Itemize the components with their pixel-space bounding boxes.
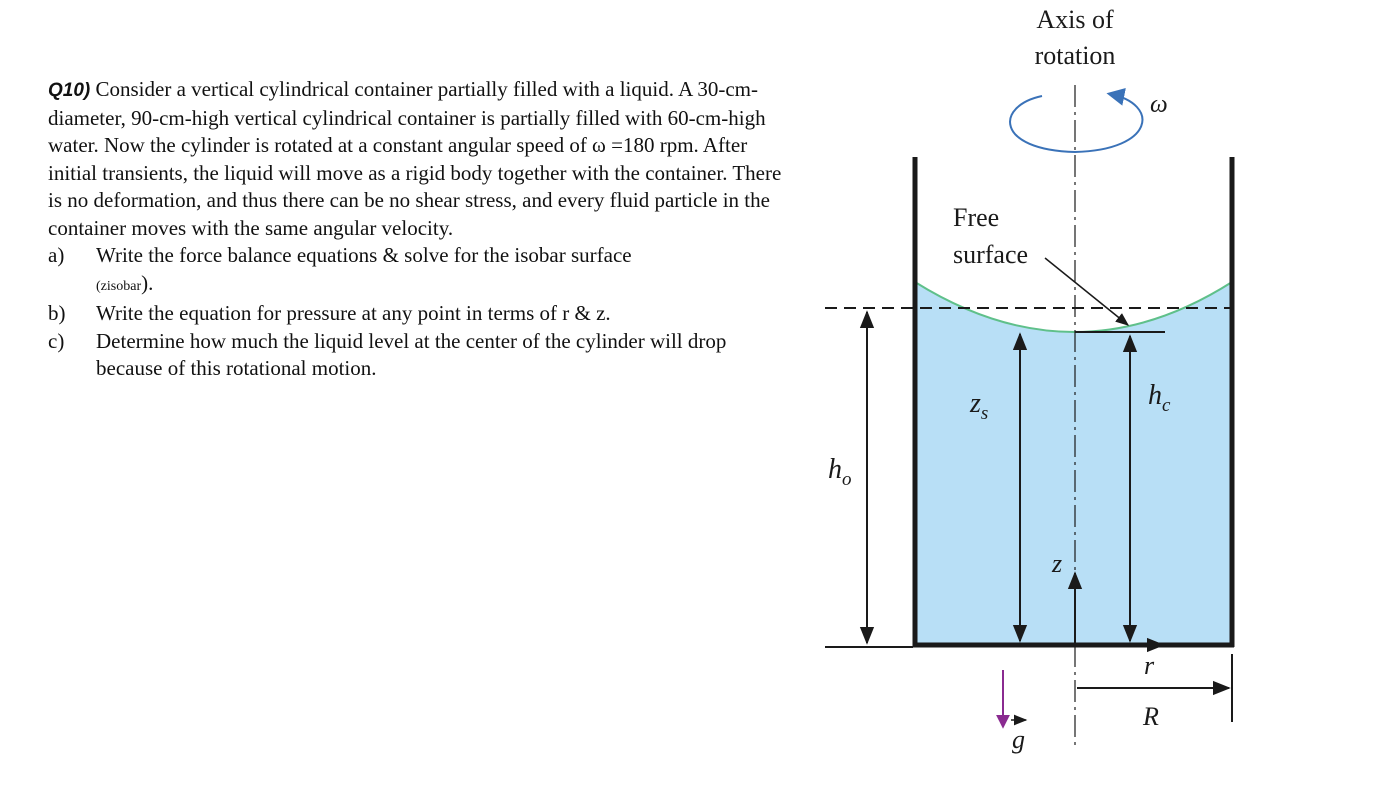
axis-label-line1: Axis of <box>1036 5 1114 34</box>
liquid-region <box>915 282 1232 645</box>
item-marker: a) <box>48 243 65 267</box>
omega-label: ω <box>1150 91 1168 118</box>
hc-label: $h_c$ <box>1148 380 1171 416</box>
r-label: r <box>1144 651 1155 680</box>
item-marker: b) <box>48 301 66 325</box>
item-text: Determine how much the liquid level at the center of the cylinder will drop because of this rotational motion. <box>96 328 727 380</box>
axis-label-line2: rotation <box>1034 41 1116 70</box>
item-sub-text: zisobar <box>100 278 142 294</box>
item-sub-open: ( <box>96 278 101 294</box>
item-sub-close: ). <box>141 270 154 295</box>
item-text: Write the force balance equations & solve for the isobar surface <box>96 243 632 267</box>
g-label: g <box>1012 725 1025 754</box>
rotation-arrow <box>1010 94 1142 152</box>
question-body: Consider a vertical cylindrical container partially filled with a liquid. A 30-cm-diameter, 90-cm-high vertical cylindrical container is partially filled with 60-cm-high water. Now the cylinder is rotated at a constant angular speed of ω =180 rpm. After initial transients, the liquid will move as a rigid body together with the container. There is no deformation, and thus there can be no shear stress, and every fluid particle in the container moves with the same angular velocity. <box>48 77 782 240</box>
R-label: R <box>1143 702 1159 731</box>
ho-label: $h_o$ <box>828 454 852 490</box>
zs-label: $z_s$ <box>970 388 989 424</box>
free-surface-leader <box>1045 258 1128 325</box>
question-label: Q10) <box>48 80 91 101</box>
item-marker: c) <box>48 328 65 353</box>
free-surface-label-line2: surface <box>953 240 1029 269</box>
z-label: z <box>1052 549 1063 578</box>
free-surface-label-line1: Free <box>953 203 1000 232</box>
item-text: Write the equation for pressure at any point in terms of r & z. <box>96 301 611 325</box>
